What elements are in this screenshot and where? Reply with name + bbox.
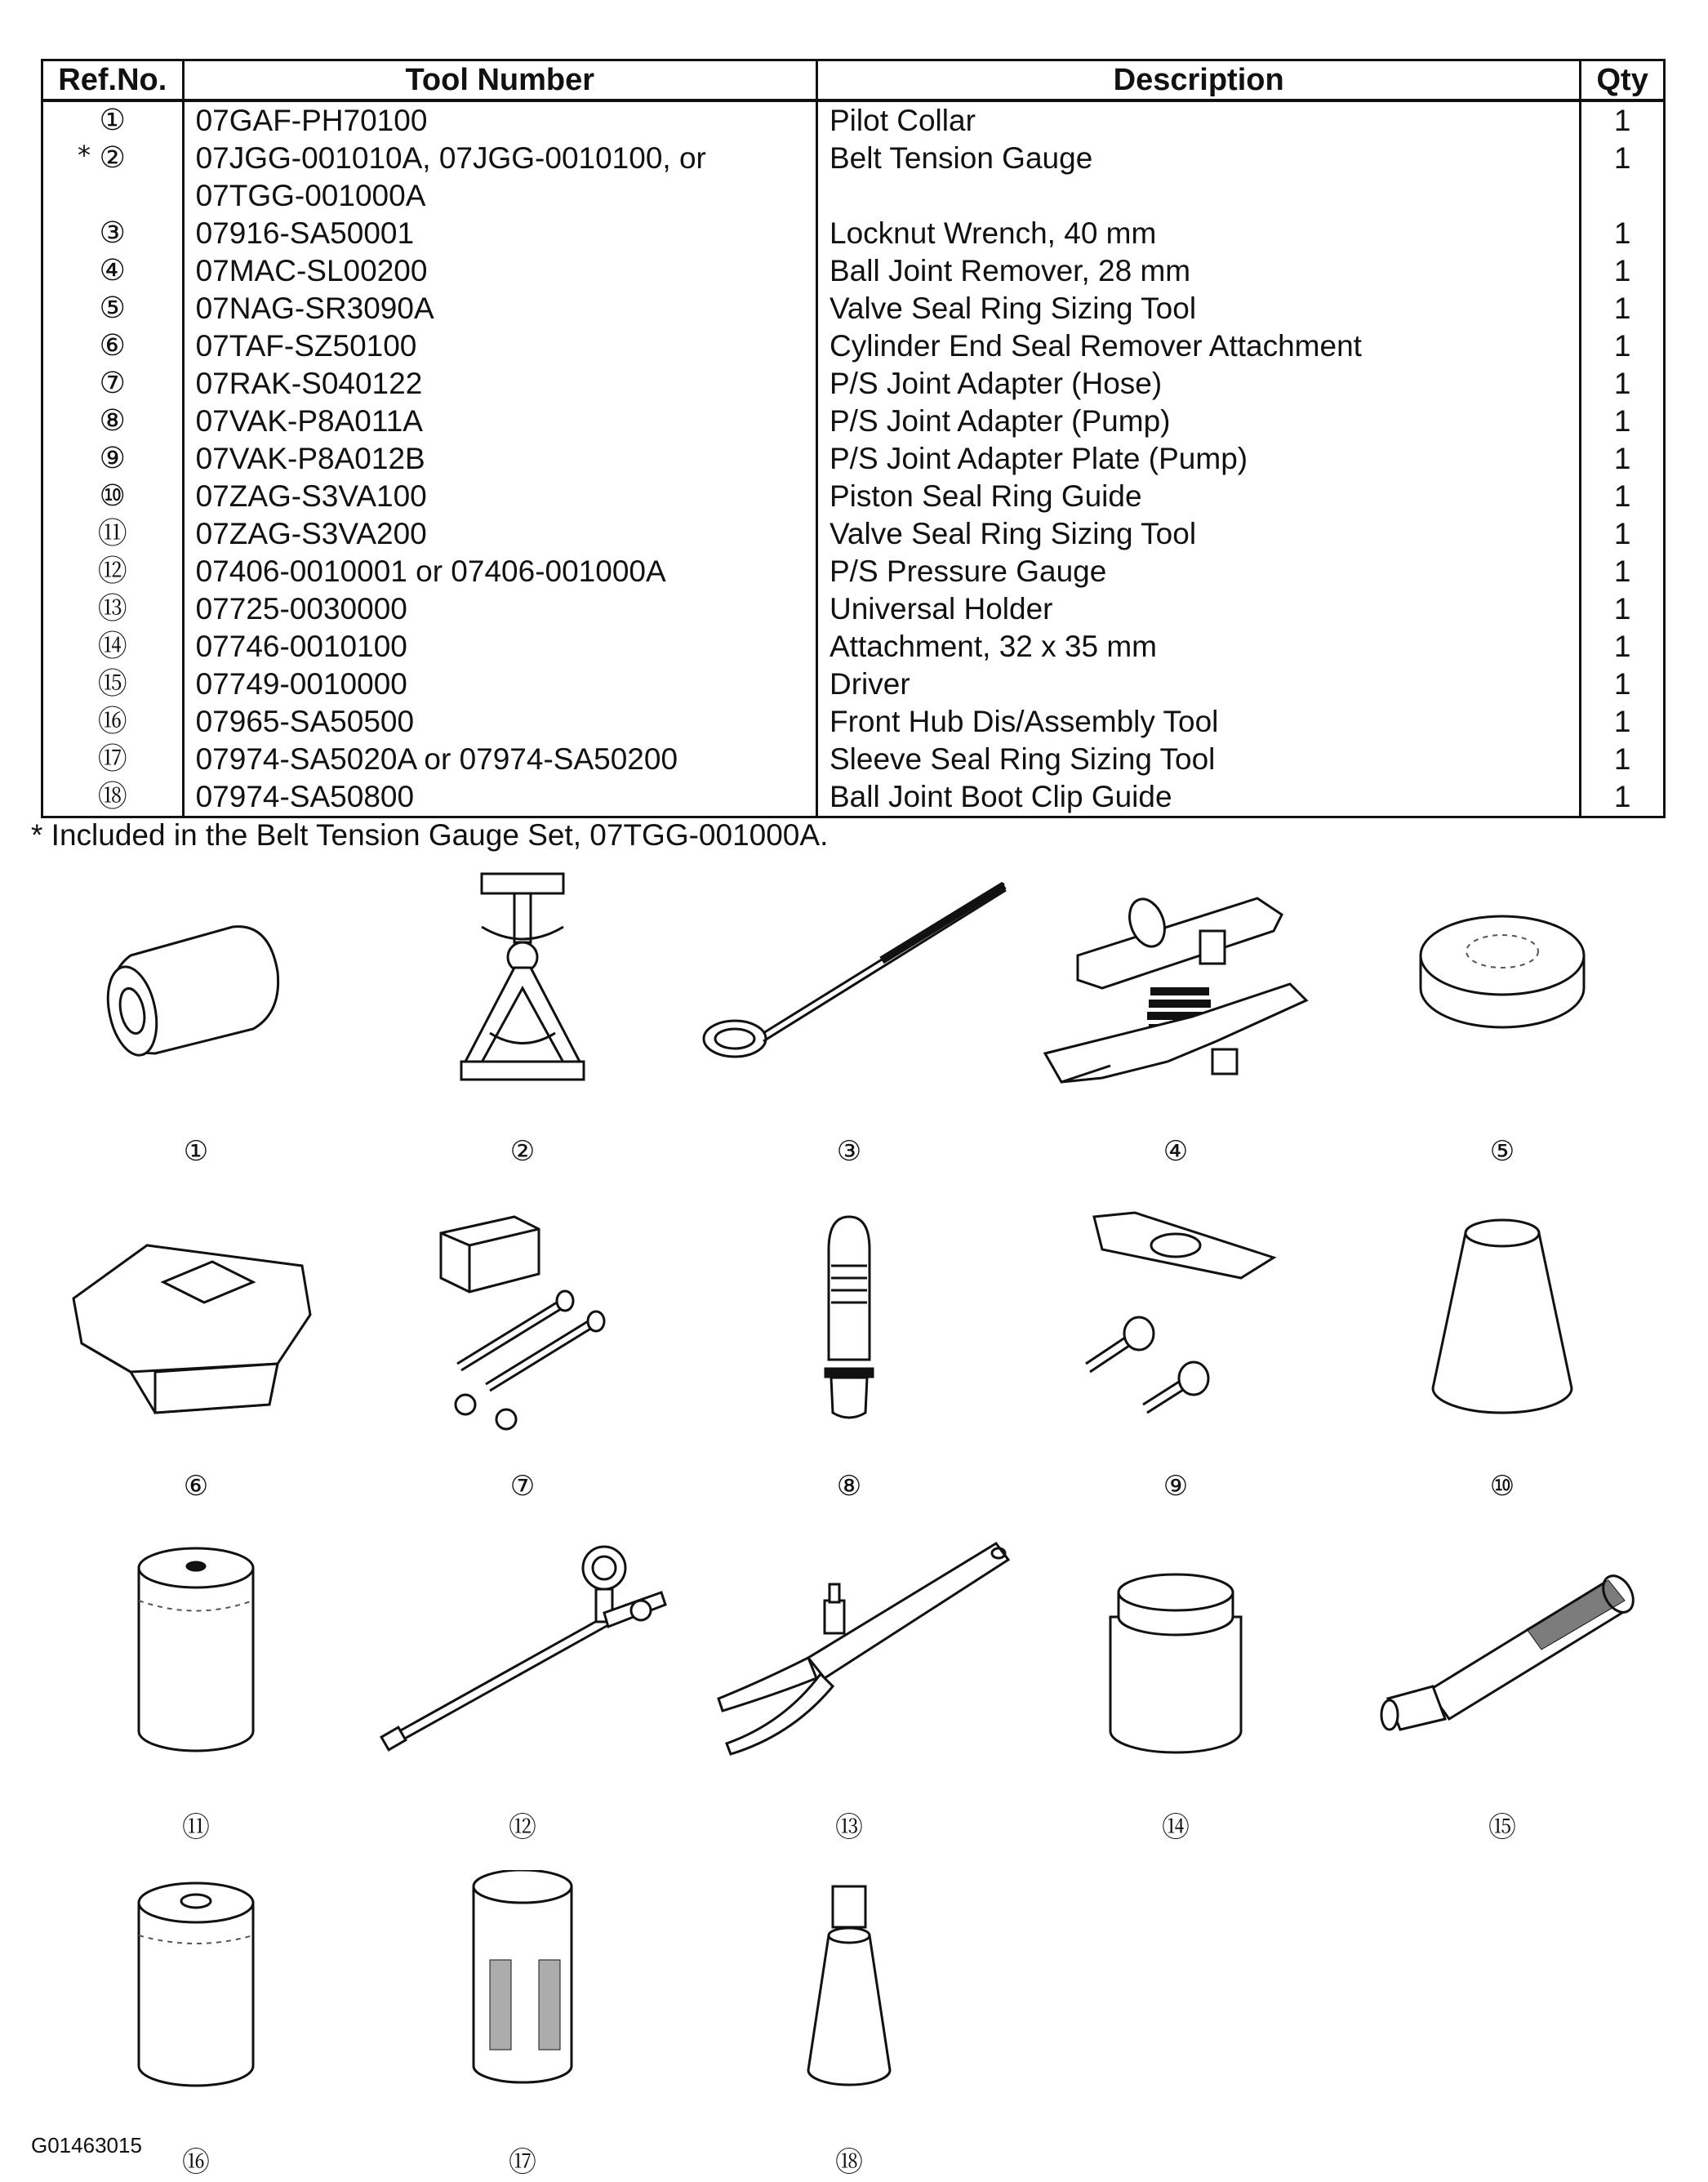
figure-label: ⑱: [835, 2146, 863, 2179]
ref-number-cell: [42, 140, 184, 215]
table-row: [42, 703, 1665, 741]
table-row: [42, 403, 1665, 440]
tool-number-cell: [183, 590, 816, 628]
tool-number-cell: [183, 478, 816, 515]
figure-label: ⑮: [1488, 1811, 1516, 1844]
figure-label: ⑧: [836, 1470, 862, 1503]
table-row: [42, 365, 1665, 403]
ref-number: ⑩: [99, 479, 126, 513]
ball-joint-boot-clip-guide-drawing: [686, 1870, 1012, 2115]
ref-number: ④: [99, 254, 126, 287]
ref-number: ⑬: [97, 592, 127, 626]
tool-number: 07RAK-S040122: [195, 367, 423, 400]
tool-figure-8: [686, 1200, 1012, 1511]
ref-number: ⑧: [99, 404, 126, 438]
description-cell: Attachment, 32 x 35 mm: [817, 628, 1581, 666]
description-cell: Piston Seal Ring Guide: [817, 478, 1581, 515]
ref-number: ⑤: [99, 292, 126, 325]
tool-number: 07VAK-P8A011A: [195, 404, 423, 438]
tool-figure-5: [1339, 866, 1666, 1176]
ref-number-cell: [42, 327, 184, 365]
tool-number: 07ZAG-S3VA200: [195, 517, 427, 550]
table-row: [42, 778, 1665, 817]
qty-cell: 1: [1581, 590, 1665, 628]
qty-cell: 1: [1581, 628, 1665, 666]
table-row: [42, 553, 1665, 590]
description-cell: Belt Tension Gauge: [817, 140, 1581, 215]
image-code: G01463015: [31, 2133, 142, 2158]
ref-number-cell: [42, 252, 184, 290]
tool-figure-14: [1012, 1535, 1339, 1846]
figure-label: ①: [183, 1135, 209, 1168]
tool-number: 07ZAG-S3VA100: [195, 479, 427, 513]
tool-number: 07965-SA50500: [195, 705, 415, 738]
tool-number: 07VAK-P8A012B: [195, 442, 425, 475]
ref-number: ⑪: [97, 517, 127, 550]
ref-number: ⑥: [99, 329, 126, 363]
col-header-tool-number: Tool Number: [183, 60, 816, 101]
ref-number: ①: [99, 104, 126, 137]
figure-label: ⑰: [509, 2146, 536, 2179]
description-cell: P/S Joint Adapter Plate (Pump): [817, 440, 1581, 478]
tool-figure-2: [359, 866, 686, 1176]
pilot-collar-drawing: [33, 866, 359, 1111]
tool-number-cell: [183, 440, 816, 478]
col-header-qty: Qty: [1581, 60, 1665, 101]
col-header-description: Description: [817, 60, 1581, 101]
qty-cell: 1: [1581, 778, 1665, 817]
locknut-wrench-drawing: [686, 866, 1012, 1111]
tool-number: 07406-0010001 or 07406-001000A: [195, 554, 666, 588]
table-row: [42, 440, 1665, 478]
ref-number: ⑱: [97, 780, 127, 813]
sleeve-seal-ring-sizing-tool-drawing: [359, 1870, 686, 2115]
tool-figure-11: [33, 1535, 359, 1846]
figure-label: ②: [509, 1135, 536, 1168]
figure-label: ⑯: [182, 2146, 210, 2179]
figure-label: ⑭: [1162, 1811, 1190, 1844]
tool-figure-3: [686, 866, 1012, 1176]
footnote: * Included in the Belt Tension Gauge Set, 07TGG-001000A.: [31, 818, 829, 852]
col-header-ref: Ref.No.: [42, 60, 184, 101]
qty-cell: 1: [1581, 215, 1665, 252]
tool-number: 07916-SA50001: [195, 216, 415, 250]
tool-number-cell: [183, 290, 816, 327]
ps-joint-adapter-pump-drawing: [686, 1200, 1012, 1445]
piston-seal-ring-guide-drawing: [1339, 1200, 1666, 1445]
description-cell: Sleeve Seal Ring Sizing Tool: [817, 741, 1581, 778]
ref-number-cell: [42, 403, 184, 440]
tool-figure-12: [359, 1535, 686, 1846]
tool-number: 07974-SA5020A or 07974-SA50200: [195, 742, 678, 776]
ref-number: ③: [99, 216, 126, 250]
tool-number: 07749-0010000: [195, 667, 407, 701]
description-cell: Ball Joint Boot Clip Guide: [817, 778, 1581, 817]
ref-number-cell: [42, 666, 184, 703]
tool-number: 07746-0010100: [195, 630, 407, 663]
qty-cell: 1: [1581, 140, 1665, 215]
tool-figure-10: [1339, 1200, 1666, 1511]
ref-number: ⑭: [97, 630, 127, 663]
tool-figure-15: [1339, 1535, 1666, 1846]
ref-number-cell: [42, 590, 184, 628]
description-cell: Universal Holder: [817, 590, 1581, 628]
tool-number-cell: [183, 553, 816, 590]
table-row: [42, 590, 1665, 628]
description-cell: P/S Pressure Gauge: [817, 553, 1581, 590]
front-hub-tool-drawing: [33, 1870, 359, 2115]
ref-number: ⑮: [97, 667, 127, 701]
ps-pressure-gauge-drawing: [359, 1535, 686, 1780]
description-cell: Pilot Collar: [817, 100, 1581, 140]
description-cell: Valve Seal Ring Sizing Tool: [817, 290, 1581, 327]
tool-number-cell: [183, 515, 816, 553]
tool-number-cell: [183, 741, 816, 778]
special-tools-table: [41, 59, 1666, 818]
ref-number-cell: [42, 553, 184, 590]
table-row: [42, 290, 1665, 327]
ref-number-cell: [42, 365, 184, 403]
tool-figure-17: [359, 1870, 686, 2180]
qty-cell: 1: [1581, 666, 1665, 703]
figure-label: ③: [836, 1135, 862, 1168]
tool-number: 07MAC-SL00200: [195, 254, 428, 287]
figure-label: ⑩: [1489, 1470, 1515, 1503]
table-row: [42, 741, 1665, 778]
ref-number: ⑫: [97, 554, 127, 588]
figure-label: ⑨: [1163, 1470, 1189, 1503]
tool-number: 07974-SA50800: [195, 780, 415, 813]
qty-cell: 1: [1581, 100, 1665, 140]
tool-number: 07725-0030000: [195, 592, 407, 626]
ref-number: ⑯: [97, 705, 127, 738]
ps-joint-adapter-plate-drawing: [1012, 1200, 1339, 1445]
qty-cell: 1: [1581, 252, 1665, 290]
tool-figure-6: [33, 1200, 359, 1511]
ref-number-cell: [42, 440, 184, 478]
tool-figure-13: [686, 1535, 1012, 1846]
ref-number-cell: [42, 290, 184, 327]
ref-number-cell: [42, 778, 184, 817]
valve-seal-ring-sizing-tool-11-drawing: [33, 1535, 359, 1780]
tool-number: 07NAG-SR3090A: [195, 292, 434, 325]
tool-figure-4: [1012, 866, 1339, 1176]
description-cell: P/S Joint Adapter (Hose): [817, 365, 1581, 403]
description-cell: Driver: [817, 666, 1581, 703]
tool-number-cell: [183, 628, 816, 666]
tool-figure-1: [33, 866, 359, 1176]
ps-joint-adapter-hose-drawing: [359, 1200, 686, 1445]
tool-number-cell: [183, 703, 816, 741]
description-cell: Valve Seal Ring Sizing Tool: [817, 515, 1581, 553]
table-row: [42, 515, 1665, 553]
tool-number-alt: 07TGG-001000A: [195, 179, 426, 212]
table-row: [42, 100, 1665, 140]
tool-number-cell: [183, 403, 816, 440]
ref-number: ⑦: [99, 367, 126, 400]
table-row: [42, 628, 1665, 666]
table-row: [42, 666, 1665, 703]
figure-label: ⑬: [835, 1811, 863, 1844]
table-row: [42, 327, 1665, 365]
figure-label: ④: [1163, 1135, 1189, 1168]
qty-cell: 1: [1581, 553, 1665, 590]
tool-number-cell: [183, 252, 816, 290]
ref-number-cell: [42, 703, 184, 741]
qty-cell: 1: [1581, 290, 1665, 327]
ref-number-cell: [42, 215, 184, 252]
tool-number: 07JGG-001010A, 07JGG-0010100, or: [195, 141, 706, 175]
qty-cell: 1: [1581, 365, 1665, 403]
ref-number-cell: [42, 100, 184, 140]
table-row: [42, 478, 1665, 515]
ref-number-cell: [42, 628, 184, 666]
ref-number-cell: [42, 478, 184, 515]
asterisk-marker: *: [78, 140, 91, 171]
tool-number-cell: [183, 778, 816, 817]
description-cell: Front Hub Dis/Assembly Tool: [817, 703, 1581, 741]
ref-number: ⑰: [97, 742, 127, 776]
qty-cell: 1: [1581, 440, 1665, 478]
description-cell: P/S Joint Adapter (Pump): [817, 403, 1581, 440]
qty-cell: 1: [1581, 327, 1665, 365]
figure-label: ⑫: [509, 1811, 536, 1844]
description-cell: Locknut Wrench, 40 mm: [817, 215, 1581, 252]
tool-number-cell: [183, 215, 816, 252]
tool-number-cell: [183, 666, 816, 703]
table-row: [42, 252, 1665, 290]
qty-cell: 1: [1581, 515, 1665, 553]
tool-number-cell: [183, 327, 816, 365]
cylinder-end-seal-remover-drawing: [33, 1200, 359, 1445]
ref-number: ⑨: [99, 442, 126, 475]
table-body: [42, 100, 1665, 817]
qty-cell: 1: [1581, 478, 1665, 515]
valve-seal-ring-sizing-tool-drawing: [1339, 866, 1666, 1111]
qty-cell: 1: [1581, 741, 1665, 778]
figure-label: ⑥: [183, 1470, 209, 1503]
belt-tension-gauge-drawing: [359, 866, 686, 1111]
driver-drawing: [1339, 1535, 1666, 1780]
table-row: [42, 140, 1665, 215]
figure-label: ⑪: [182, 1811, 210, 1844]
ref-number-cell: [42, 741, 184, 778]
description-cell: Ball Joint Remover, 28 mm: [817, 252, 1581, 290]
tool-number-cell: [183, 140, 816, 215]
description-cell: Cylinder End Seal Remover Attachment: [817, 327, 1581, 365]
attachment-drawing: [1012, 1535, 1339, 1780]
figure-label: ⑤: [1489, 1135, 1515, 1168]
qty-cell: 1: [1581, 703, 1665, 741]
tool-number: 07GAF-PH70100: [195, 104, 428, 137]
tool-figure-7: [359, 1200, 686, 1511]
table-header-row: [42, 60, 1665, 101]
ball-joint-remover-drawing: [1012, 866, 1339, 1111]
tool-figure-9: [1012, 1200, 1339, 1511]
ref-number-cell: [42, 515, 184, 553]
ref-number: ②: [99, 141, 126, 175]
tool-figure-18: [686, 1870, 1012, 2180]
qty-cell: 1: [1581, 403, 1665, 440]
figure-label: ⑦: [509, 1470, 536, 1503]
tool-number-cell: [183, 100, 816, 140]
universal-holder-drawing: [686, 1535, 1012, 1780]
table-row: [42, 215, 1665, 252]
tool-number: 07TAF-SZ50100: [195, 329, 417, 363]
tool-number-cell: [183, 365, 816, 403]
